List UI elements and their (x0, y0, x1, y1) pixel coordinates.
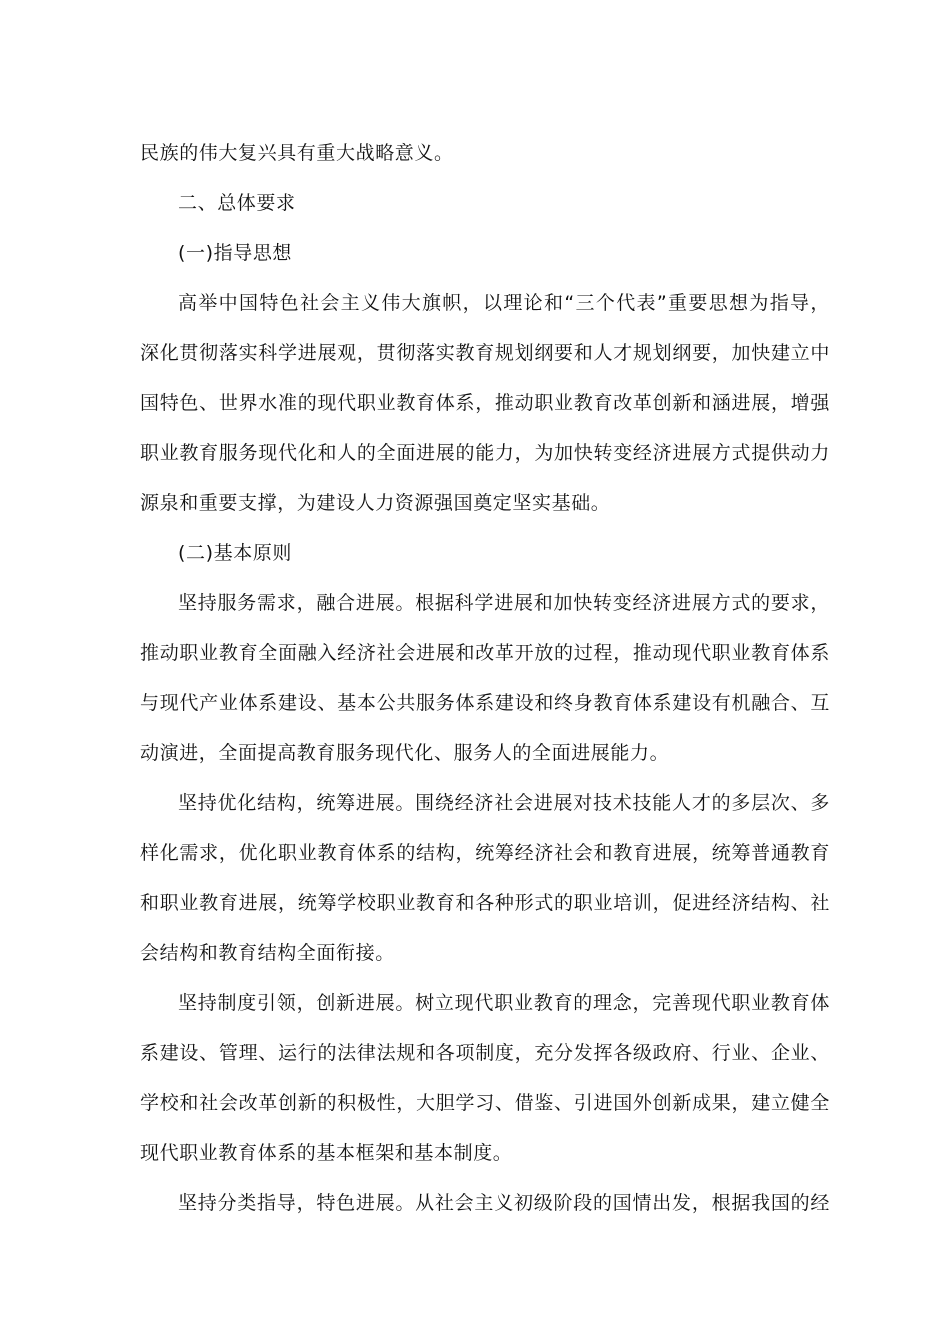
text-line-10: 坚持服务需求，融合进展。根据科学进展和加快转变经济进展方式的要求， (178, 592, 830, 614)
subsection-heading-basic-principles: (二)基本原则 (178, 542, 293, 564)
text-line-7: 职业教育服务现代化和人的全面进展的能力，为加快转变经济进展方式提供动力 (140, 442, 830, 464)
text-line-19: 系建设、管理、运行的法律法规和各项制度，充分发挥各级政府、行业、企业、 (140, 1042, 830, 1064)
text-line-4: 高举中国特色社会主义伟大旗帜，以理论和“三个代表”重要思想为指导， (178, 292, 830, 314)
text-line-6: 国特色、世界水准的现代职业教育体系，推动职业教育改革创新和涵进展，增强 (140, 392, 830, 414)
document-page (140, 128, 830, 1228)
text-line-13: 动演进，全面提高教育服务现代化、服务人的全面进展能力。 (140, 742, 670, 764)
text-line-22: 坚持分类指导，特色进展。从社会主义初级阶段的国情出发，根据我国的经 (178, 1192, 830, 1214)
text-line-16: 和职业教育进展，统筹学校职业教育和各种形式的职业培训，促进经济结构、社 (140, 892, 830, 914)
text-line-21: 现代职业教育体系的基本框架和基本制度。 (140, 1142, 513, 1164)
text-line-20: 学校和社会改革创新的积极性，大胆学习、借鉴、引进国外创新成果，建立健全 (140, 1092, 830, 1114)
text-line-14: 坚持优化结构，统筹进展。围绕经济社会进展对技术技能人才的多层次、多 (178, 792, 830, 814)
subsection-heading-guiding-ideology: (一)指导思想 (178, 242, 293, 264)
text-line-12: 与现代产业体系建设、基本公共服务体系建设和终身教育体系建设有机融合、互 (140, 692, 830, 714)
section-heading-general-requirements: 二、总体要求 (178, 192, 296, 214)
text-line-1: 民族的伟大复兴具有重大战略意义。 (140, 142, 454, 164)
text-line-5: 深化贯彻落实科学进展观，贯彻落实教育规划纲要和人才规划纲要，加快建立中 (140, 342, 830, 364)
text-line-18: 坚持制度引领，创新进展。树立现代职业教育的理念，完善现代职业教育体 (178, 992, 830, 1014)
text-line-8: 源泉和重要支撑，为建设人力资源强国奠定坚实基础。 (140, 492, 611, 514)
text-line-17: 会结构和教育结构全面衔接。 (140, 942, 395, 964)
text-line-11: 推动职业教育全面融入经济社会进展和改革开放的过程，推动现代职业教育体系 (140, 642, 830, 664)
text-line-15: 样化需求，优化职业教育体系的结构，统筹经济社会和教育进展，统筹普通教育 (140, 842, 830, 864)
